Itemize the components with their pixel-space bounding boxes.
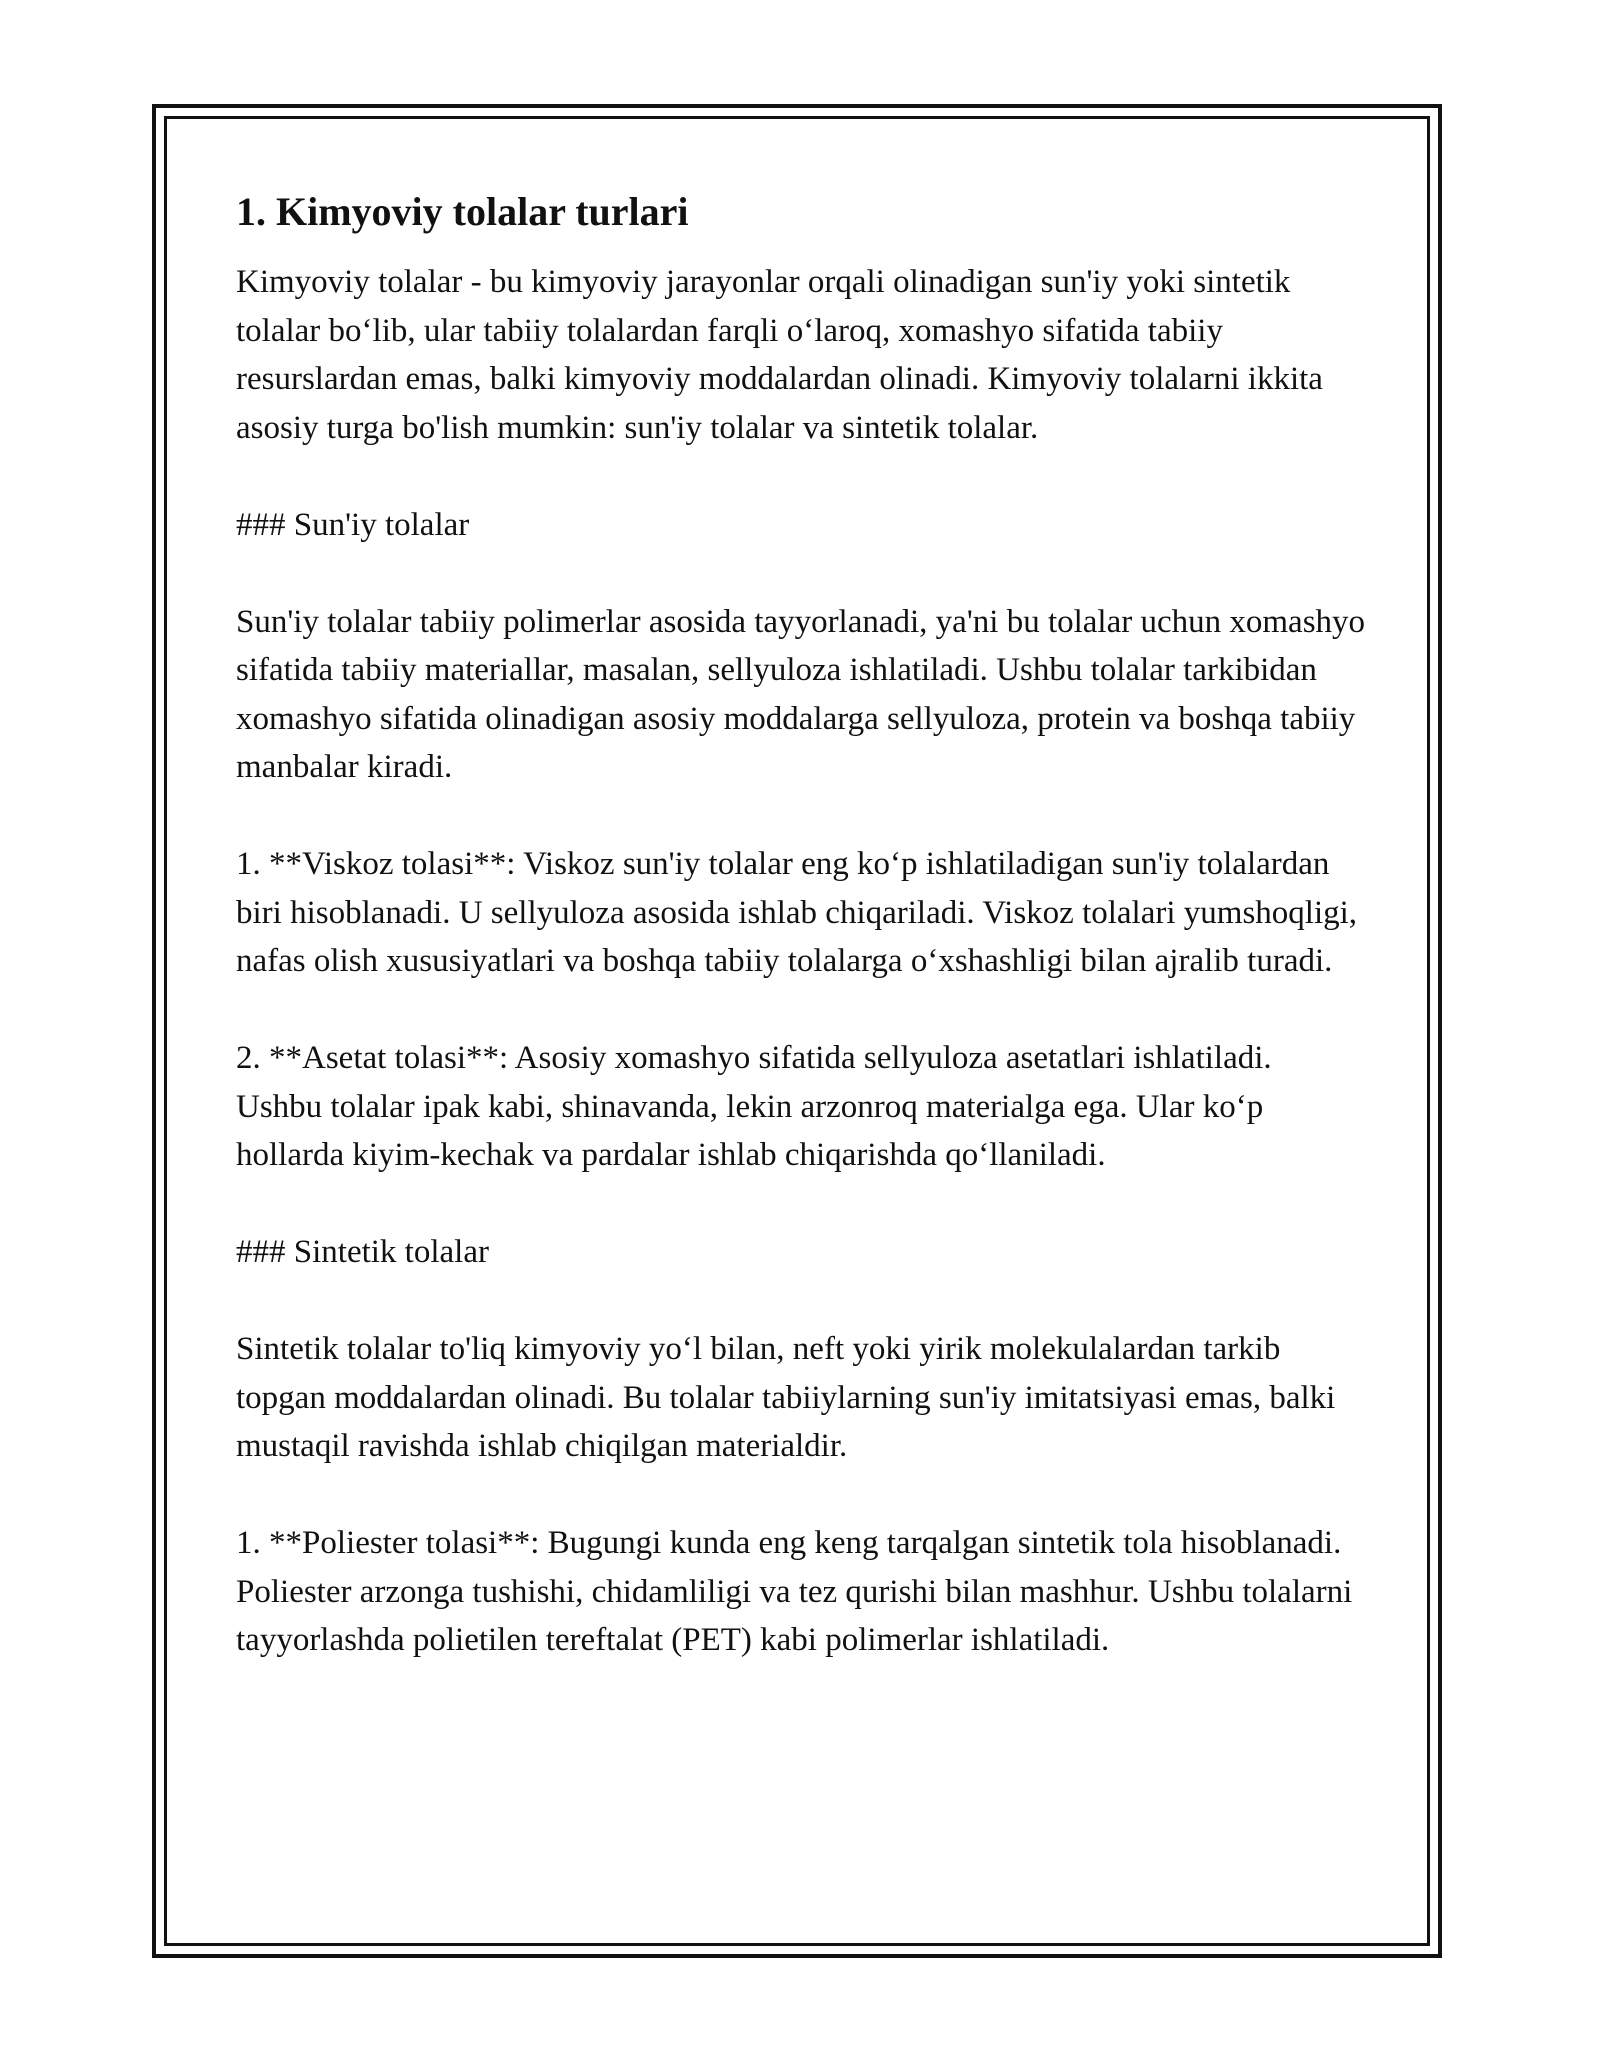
suniy-paragraph: Sun'iy tolalar tabiiy polimerlar asosida tayyorlanadi, ya'ni bu tolalar uchun xomashyo sifatida tabiiy materiallar, masalan, sellyuloza ishlatiladi. Ushbu tolalar tarkibidan xomashyo sifatida olinadigan asosiy moddalarga sellyuloza, protein va boshqa tabiiy manbalar kiradi. bbox=[236, 603, 1366, 785]
viskoz-paragraph: 1. **Viskoz tolasi**: Viskoz sun'iy tolalar eng ko‘p ishlatiladigan sun'iy tolalardan biri hisoblanadi. U sellyuloza asosida ishlab chiqariladi. Viskoz tolalari yumshoqligi, nafas olish xususiyatlari va boshqa tabiiy tolalarga o‘xshashligi bilan ajralib turadi. bbox=[236, 846, 1358, 979]
document-title: 1. Kimyoviy tolalar turlari bbox=[236, 189, 689, 234]
poliester-paragraph: 1. **Poliester tolasi**: Bugungi kunda eng keng tarqalgan sintetik tola hisoblanadi. Poliester arzonga tushishi, chidamliligi va tez qurishi bilan mashhur. Ushbu tolalarni tayyorlashda polietilen tereftalat (PET) kabi polimerlar ishlatiladi. bbox=[236, 1525, 1353, 1658]
asetat-paragraph: 2. **Asetat tolasi**: Asosiy xomashyo sifatida sellyuloza asetatlari ishlatiladi. Ushbu tolalar ipak kabi, shinavanda, lekin arzonroq materialga ega. Ular ko‘p hollarda kiyim-kechak va pardalar ishlab chiqarishda qo‘llaniladi. bbox=[236, 1040, 1272, 1173]
sintetik-paragraph: Sintetik tolalar to'liq kimyoviy yo‘l bilan, neft yoki yirik molekulalardan tarkib topgan moddalardan olinadi. Bu tolalar tabiiylarning sun'iy imitatsiyasi emas, balki mustaqil ravishda ishlab chiqilgan materialdir. bbox=[236, 1331, 1336, 1464]
document-body bbox=[236, 186, 1366, 1665]
section-heading-suniy: ### Sun'iy tolalar bbox=[236, 506, 470, 543]
section-heading-sintetik: ### Sintetik tolalar bbox=[236, 1234, 489, 1270]
intro-paragraph: Kimyoviy tolalar - bu kimyoviy jarayonlar orqali olinadigan sun'iy yoki sintetik tolalar bo‘lib, ular tabiiy tolalardan farqli o‘laroq, xomashyo sifatida tabiiy resurslardan emas, balki kimyoviy moddalardan olinadi. Kimyoviy tolalarni ikkita asosiy turga bo'lish mumkin: sun'iy tolalar va sintetik tolalar. bbox=[236, 264, 1323, 446]
